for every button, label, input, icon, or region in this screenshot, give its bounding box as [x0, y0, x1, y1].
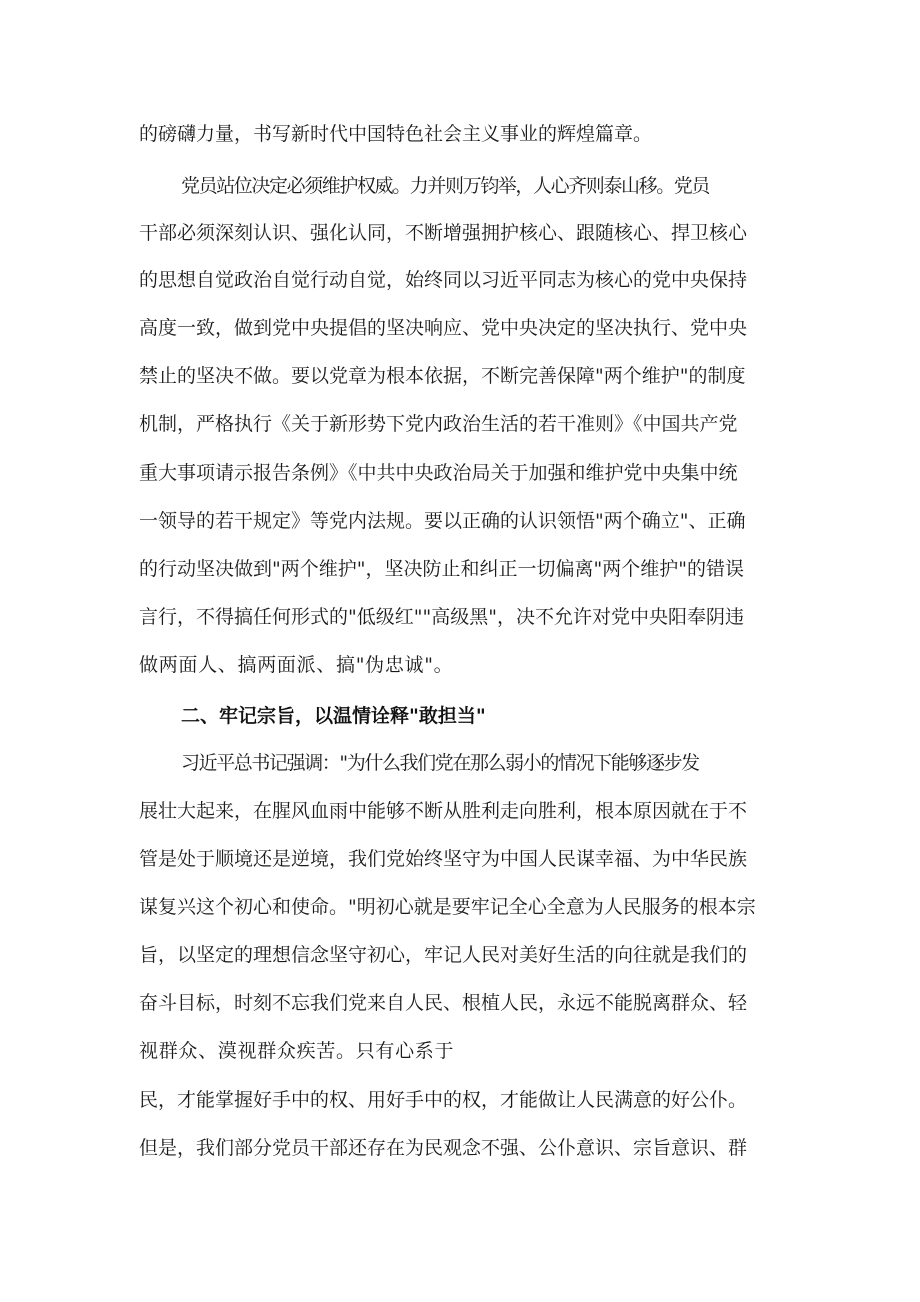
paragraph-line: 谋复兴这个初心和使命。"明初心就是要牢记全心全意为人民服务的根本宗 — [139, 896, 756, 918]
paragraph-line: 机制，严格执行《关于新形势下党内政治生活的若干准则》《中国共产党 — [139, 413, 738, 435]
paragraph-line: 习近平总书记强调："为什么我们党在那么弱小的情况下能够逐步发 — [181, 752, 699, 774]
paragraph-line: 高度一致，做到党中央提倡的坚决响应、党中央决定的坚决执行、党中央 — [139, 317, 748, 339]
paragraph-line: 旨，以坚定的理想信念坚守初心，牢记人民对美好生活的向往就是我们的 — [139, 944, 748, 966]
paragraph-line: 干部必须深刻认识、强化认同，不断增强拥护核心、跟随核心、捍卫核心 — [139, 222, 748, 244]
paragraph-line: 民，才能掌握好手中的权、用好手中的权，才能做让人民满意的好公仆。 — [139, 1089, 748, 1111]
paragraph-line: 展壮大起来，在腥风血雨中能够不断从胜利走向胜利，根本原因就在于不 — [139, 800, 748, 822]
paragraph-line: 做两面人、搞两面派、搞"伪忠诚"。 — [139, 654, 454, 676]
paragraph-line: 一领导的若干规定》等党内法规。要以正确的认识领悟"两个确立"、正确 — [139, 510, 746, 532]
paragraph-line: 言行，不得搞任何形式的"低级红""高级黑"，决不允许对党中央阳奉阴违 — [139, 606, 744, 628]
section-heading: 二、牢记宗旨，以温情诠释"敢担当" — [181, 705, 486, 727]
paragraph-line: 的思想自觉政治自觉行动自觉，始终同以习近平同志为核心的党中央保持 — [139, 269, 748, 291]
paragraph-line: 党员站位决定必须维护权威。力并则万钧举，人心齐则泰山移。党员 — [181, 175, 710, 197]
paragraph-line: 视群众、漠视群众疾苦。只有心系于 — [139, 1040, 455, 1062]
paragraph-line: 的行动坚决做到"两个维护"，坚决防止和纠正一切偏离"两个维护"的错误 — [139, 558, 744, 580]
paragraph-line: 奋斗目标，时刻不忘我们党来自人民、根植人民，永远不能脱离群众、轻 — [139, 992, 748, 1014]
paragraph-line: 重大事项请示报告条例》《中共中央政治局关于加强和维护党中央集中统 — [139, 462, 738, 484]
paragraph-line: 禁止的坚决不做。要以党章为根本依据，不断完善保障"两个维护"的制度 — [139, 365, 746, 387]
paragraph-line: 管是处于顺境还是逆境，我们党始终坚守为中国人民谋幸福、为中华民族 — [139, 848, 748, 870]
paragraph-line: 但是，我们部分党员干部还存在为民观念不强、公仆意识、宗旨意识、群 — [139, 1137, 748, 1159]
paragraph-line: 的磅礴力量，书写新时代中国特色社会主义事业的辉煌篇章。 — [139, 123, 653, 145]
